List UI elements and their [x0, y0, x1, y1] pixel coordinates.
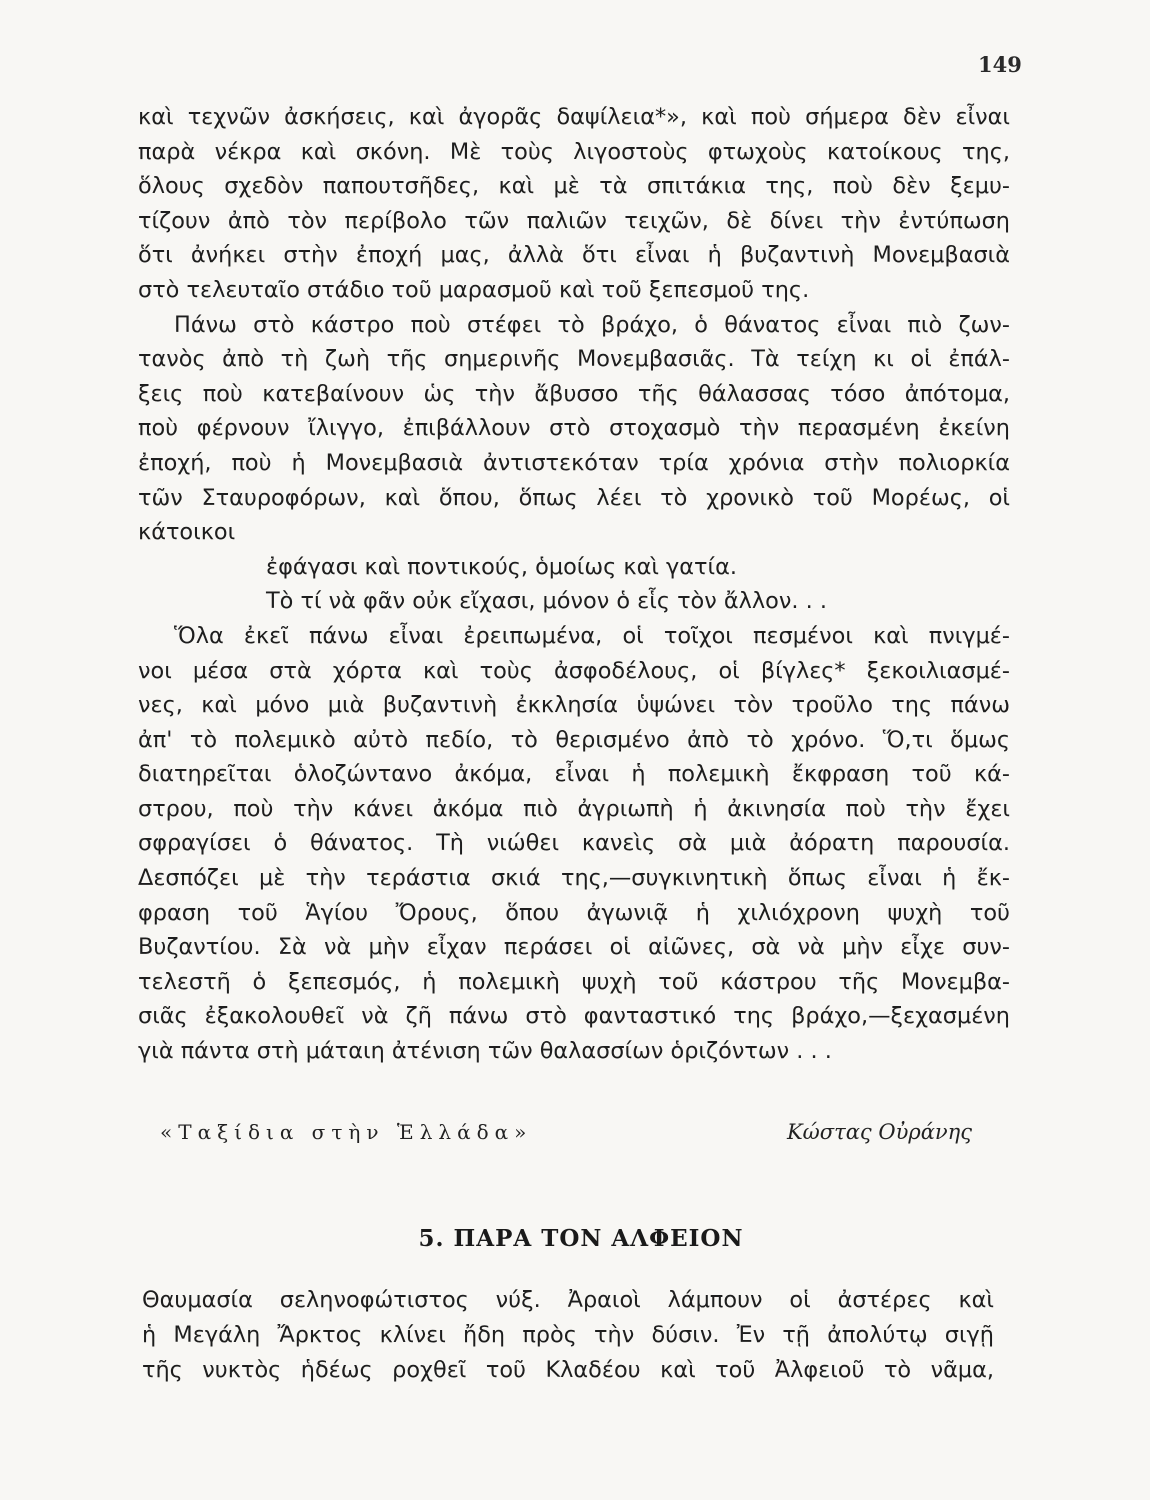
- verse-line: Τὸ τί νὰ φᾶν οὐκ εἴχασι, μόνον ὁ εἷς τὸν ἄλλον. . .: [266, 588, 827, 615]
- text-line: κάτοικοι: [138, 519, 236, 546]
- source-author: Κώστας Οὐράνης: [786, 1120, 972, 1144]
- text-line: ἀπ' τὸ πολεμικὸ αὐτὸ πεδίο, τὸ θερισμένο ἀπὸ τὸ χρόνο. Ὅ,τι ὅμως: [138, 726, 1010, 753]
- text-line: γιὰ πάντα στὴ μάταιη ἀτένιση τῶν θαλασσίων ὁριζόντων . . .: [138, 1038, 832, 1065]
- text-line: στρου, ποὺ τὴν κάνει ἀκόμα πιὸ ἀγριωπὴ ἡ ἀκινησία ποὺ τὴν ἔχει: [138, 795, 1010, 822]
- text-line: τῆς νυκτὸς ἡδέως ροχθεῖ τοῦ Κλαδέου καὶ τοῦ Ἀλφειοῦ τὸ νᾶμα,: [142, 1357, 994, 1383]
- paragraph-2: [138, 308, 1010, 550]
- text-line: νοι μέσα στὰ χόρτα καὶ τοὺς ἀσφοδέλους, οἱ βίγλες* ξεκοιλιασμέ-: [138, 657, 1010, 684]
- text-line: ἐποχή, ποὺ ἡ Μονεμβασιὰ ἀντιστεκόταν τρία χρόνια στὴν πολιορκία: [138, 449, 1010, 476]
- page-number: 149: [978, 52, 1022, 77]
- text-line: τῶν Σταυροφόρων, καὶ ὅπου, ὅπως λέει τὸ χρονικὸ τοῦ Μορέως, οἱ: [138, 484, 1010, 511]
- text-line: στὸ τελευταῖο στάδιο τοῦ μαρασμοῦ καὶ τοῦ ξεπεσμοῦ της.: [138, 276, 810, 303]
- text-line: σφραγίσει ὁ θάνατος. Τὴ νιώθει κανεὶς σὰ μιὰ ἀόρατη παρουσία.: [138, 830, 1010, 857]
- text-line: τανὸς ἀπὸ τὴ ζωὴ τῆς σημερινῆς Μονεμβασιᾶς. Τὰ τείχη κι οἱ ἐπάλ-: [138, 346, 1010, 373]
- text-line: σιᾶς ἐξακολουθεῖ νὰ ζῆ πάνω στὸ φανταστικό της βράχο,—ξεχασμένη: [138, 1003, 1010, 1030]
- verse-line: ἐφάγασι καὶ ποντικούς, ὁμοίως καὶ γατία.: [266, 553, 737, 580]
- text-line: φραση τοῦ Ἁγίου Ὄρους, ὅπου ἀγωνιᾷ ἡ χιλιόχρονη ψυχὴ τοῦ: [138, 899, 1010, 926]
- section-text-block: [142, 1283, 994, 1388]
- paragraph-1: [138, 100, 1010, 308]
- text-line: παρὰ νέκρα καὶ σκόνη. Μὲ τοὺς λιγοστοὺς φτωχοὺς κατοίκους της,: [138, 138, 1010, 165]
- source-title: «Ταξίδια στὴν Ἑλλάδα»: [160, 1120, 533, 1144]
- text-line: ὅλους σχεδὸν παπουτσῆδες, καὶ μὲ τὰ σπιτάκια της, ποὺ δὲν ξεμυ-: [138, 173, 1010, 200]
- text-line: νες, καὶ μόνο μιὰ βυζαντινὴ ἐκκλησία ὑψώνει τὸν τροῦλο της πάνω: [138, 692, 1010, 719]
- text-line: ξεις ποὺ κατεβαίνουν ὡς τὴν ἄβυσσο τῆς θάλασσας τόσο ἀπότομα,: [138, 380, 1010, 407]
- text-line: Ὅλα ἐκεῖ πάνω εἶναι ἐρειπωμένα, οἱ τοῖχοι πεσμένοι καὶ πνιγμέ-: [174, 622, 1010, 649]
- text-line: Θαυμασία σεληνοφώτιστος νύξ. Ἀραιοὶ λάμπουν οἱ ἀστέρες καὶ: [142, 1287, 994, 1313]
- verse-quote: [138, 550, 1010, 619]
- paragraph-3: [138, 619, 1010, 1069]
- section-heading: 5. ΠΑΡΑ ΤΟΝ ΑΛΦΕΙΟΝ: [418, 1225, 744, 1252]
- text-line: Πάνω στὸ κάστρο ποὺ στέφει τὸ βράχο, ὁ θάνατος εἶναι πιὸ ζων-: [174, 311, 1010, 338]
- source-attribution: [160, 1120, 972, 1144]
- main-text-block: [138, 100, 1010, 1069]
- text-line: Βυζαντίου. Σὰ νὰ μὴν εἶχαν περάσει οἱ αἰῶνες, σὰ νὰ μὴν εἶχε συν-: [138, 934, 1010, 961]
- text-line: καὶ τεχνῶν ἀσκήσεις, καὶ ἀγορᾶς δαψίλεια*», καὶ ποὺ σήμερα δὲν εἶναι: [138, 104, 1010, 130]
- text-line: ποὺ φέρνουν ἴλιγγο, ἐπιβάλλουν στὸ στοχασμὸ τὴν περασμένη ἐκείνη: [138, 415, 1010, 442]
- text-line: ἡ Μεγάλη Ἄρκτος κλίνει ἤδη πρὸς τὴν δύσιν. Ἐν τῇ ἀπολύτῳ σιγῇ: [142, 1322, 994, 1348]
- text-line: τίζουν ἀπὸ τὸν περίβολο τῶν παλιῶν τειχῶν, δὲ δίνει τὴν ἐντύπωση: [138, 207, 1010, 234]
- text-line: Δεσπόζει μὲ τὴν τεράστια σκιά της,—συγκινητικὴ ὅπως εἶναι ἡ ἔκ-: [138, 865, 1010, 892]
- text-line: ὅτι ἀνήκει στὴν ἐποχή μας, ἀλλὰ ὅτι εἶναι ἡ βυζαντινὴ Μονεμβασιὰ: [138, 242, 1010, 269]
- text-line: διατηρεῖται ὁλοζώντανο ἀκόμα, εἶναι ἡ πολεμικὴ ἔκφραση τοῦ κά-: [138, 761, 1010, 788]
- text-line: τελεστῆ ὁ ξεπεσμός, ἡ πολεμικὴ ψυχὴ τοῦ κάστρου τῆς Μονεμβα-: [138, 968, 1010, 995]
